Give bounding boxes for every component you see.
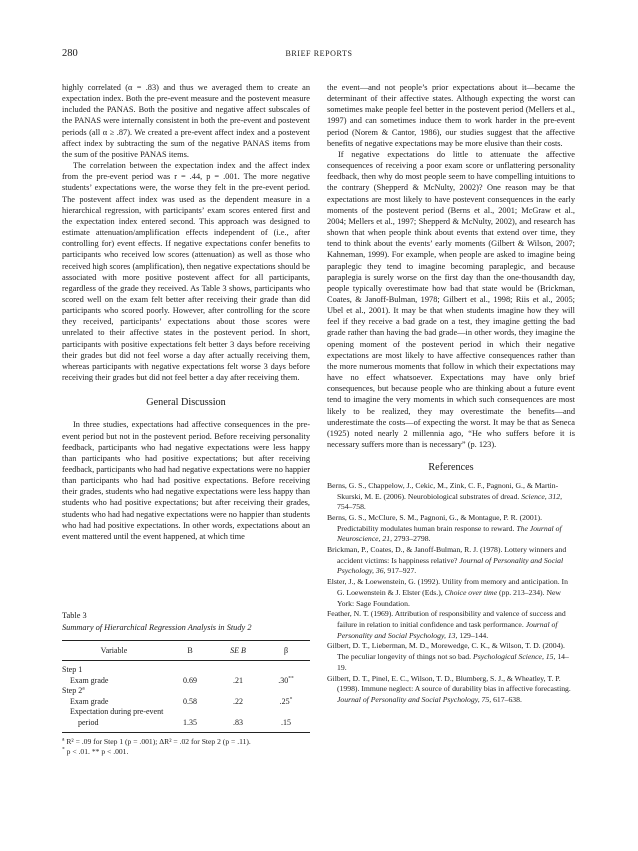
table-title: Summary of Hierarchical Regression Analysis in Study 2 bbox=[62, 623, 252, 632]
reference-entry: Elster, J., & Loewenstein, G. (1992). Utility from memory and anticipation. In G. Loewenstein & J. Elster (Eds.), Choice over time (pp. 213–234). New York: Sage Foundation. bbox=[327, 577, 568, 608]
section-heading: General Discussion bbox=[146, 397, 226, 409]
table-cell-beta: .30** bbox=[278, 674, 294, 685]
reference-entry: Feather, N. T. (1969). Attribution of responsibility and valence of success and failure in relation to initial confidence and task performance. Journal of Personality and Social Psychology, 13, 129–144. bbox=[327, 609, 566, 640]
col-header-se: SE B bbox=[214, 641, 262, 661]
table-cell-variable: Expectation during pre-event bbox=[70, 707, 164, 717]
reference-entry: Gilbert, D. T., Pinel, E. C., Wilson, T. D., Blumberg, S. J., & Wheatley, T. P. (1998). Immune neglect: A source of durability bias in affective forecasting. Journal of Personality and Social Psychology, 75, 617–638. bbox=[327, 673, 571, 704]
table-cell-variable: period bbox=[62, 718, 166, 732]
body-paragraph: If negative expectations do little to attenuate the affective consequences of receiving a poor exam score or unflattering personality feedback, then why do most people seem to have compelling intuitions to the contrary (Shepperd & McNulty, 2002)? One reason may be that expectations are most likely to have postevent consequences in the early moments of the postevent period (Berns et al., 2001; McGraw et al., 2004; Mellers et al., 1997; Shepperd & McNulty, 2002), and research has shown that when people think about events that extend over time, they tend to think about the events’ early moments (Gilbert & Wilson, 2007; Kahneman, 1999). For example, when people are asked to imagine being paraplegic they tend to imagine becoming paraplegic, and because paraplegia is surely worse on the first day than the one-thousandth day, people typically overestimate how bad that state would be (Brickman, Coates, & Janoff-Bulman, 1978; Gilbert et al., 1998; Riis et al., 2005; Ubel et al., 2001). It may be that when students imagine how they will feel if they receive a bad grade on a test, they imagine getting the bad grade rather than having the bad grade—in other words, they imagine the opening moment of the postevent period in which their negative expectations are most likely to have affective consequences rather than the more numerous moments that follow in which their expectations may have no effect whatsoever. Expectations may have only brief consequences, but because people who are thinking about a future event tend to imagine the very moments in which such consequences are most likely to be realized, they may overestimate the benefits—and underestimate the costs—of expecting the worst. It may be that as Seneca (1925) noted nearly 2 millennia ago, “He who suffers before it is necessary suffers more than is necessary” (p. 123). bbox=[327, 149, 575, 449]
reference-list bbox=[327, 481, 575, 705]
table-grid bbox=[62, 640, 310, 733]
page-number: 280 bbox=[62, 48, 78, 59]
col-header-variable: Variable bbox=[62, 641, 166, 661]
table-cell-b: 0.58 bbox=[183, 696, 197, 706]
references-heading: References bbox=[428, 462, 474, 474]
regression-table bbox=[62, 610, 310, 757]
table-cell-b: 0.69 bbox=[183, 675, 197, 685]
table-cell-b: 1.35 bbox=[166, 718, 214, 732]
table-note: $^a$ R² = .09 for Step 1 (p = .001); ΔR² = .02 for Step 2 (p = .11). bbox=[62, 736, 251, 746]
table-cell-variable: Exam grade bbox=[70, 675, 109, 685]
table-cell-se: .83 bbox=[214, 718, 262, 732]
reference-entry: Brickman, P., Coates, D., & Janoff-Bulman, R. J. (1978). Lottery winners and accident victims: Is happiness relative? Journal of Personality and Social Psychology, 36, 917–927. bbox=[327, 545, 567, 576]
right-column bbox=[327, 82, 575, 706]
reference-entry: Gilbert, D. T., Lieberman, M. D., Morewedge, C. K., & Wilson, T. D. (2004). The peculiar longevity of things not so bad. Psychological Science, 15, 14–19. bbox=[327, 641, 569, 672]
col-header-b: B bbox=[166, 641, 214, 661]
step-label: Step 1 bbox=[62, 665, 83, 674]
table-cell-se: .22 bbox=[233, 696, 243, 706]
col-header-beta: β bbox=[262, 641, 310, 661]
table-cell-variable: Exam grade bbox=[70, 696, 109, 706]
table-cell-beta: .15 bbox=[262, 718, 310, 732]
body-paragraph: In three studies, expectations had affective consequences in the pre-event period but not in the postevent period. Before receiving personality feedback, participants who had negative expectations were less happy than participants who had positive expectations; but after receiving feedback, participants who had had negative expectations were no happier than participants who had had positive expectations. Before receiving their grades, students who had negative expectations were less happy than students who had positive expectations; but after receiving their grades, students who had had negative expectations were no happier than students who had had positive expectations. In other words, expectations about an event mattered until the event happened, at which time bbox=[62, 420, 310, 541]
table-label: Table 3 bbox=[62, 611, 87, 620]
table-cell-beta: .25* bbox=[279, 696, 293, 706]
step-label: Step 2$^a$ bbox=[62, 685, 85, 696]
reference-entry: Berns, G. S., McClure, S. M., Pagnoni, G., & Montague, P. R. (2001). Predictability modulates human brain response to reward. The Journal of Neuroscience, 21, 2793–2798. bbox=[327, 513, 562, 544]
table-cell-se: .21 bbox=[233, 675, 243, 685]
body-paragraph: highly correlated (α = .83) and thus we averaged them to create an expectation index. Both the pre-event measure and the postevent measure included the PANAS. Both the positive and negative affect subscales of the PANAS were internally consistent in both the pre-event and postevent periods (all α ≥ .87). We created a pre-event affect index and a postevent affect index by subtracting the sum of the negative PANAS items from the sum of the positive PANAS items. bbox=[62, 83, 310, 159]
body-paragraph: the event—and not people’s prior expectations about it—became the determinant of their affective states. Although expecting the worst can sometimes make people feel better in the postevent period (Mellers et al., 1997) and can sometimes induce them to work harder in the pre-event period (Norem & Cantor, 1986), our studies suggest that the affective benefits of negative expectations may be more elusive than their costs. bbox=[327, 83, 575, 148]
table-note: * p < .01. ** p < .001. bbox=[62, 746, 129, 756]
running-head: BRIEF REPORTS bbox=[285, 49, 353, 58]
body-paragraph: The correlation between the expectation index and the affect index from the pre-event period was r = .44, p = .001. The more negative students’ expectations were, the worse they felt in the pre-event period. The postevent affect index was used as the dependent measure in a hierarchical regression, with participants’ exam scores entered first and the expectation index entered second. This approach was designed to estimate attenuation/amplification effects independent of (i.e., after controlling for) event effects. If negative expectations confer benefits to participants who received low scores (attenuation) as well as those who received high scores (amplification), then negative expectations should be associated with more positive postevent affect for all participants, regardless of the grade they received. As Table 3 shows, participants who scored well on the exam felt better after receiving their grade than did participants who scored poorly. However, after controlling for the score they received, participants’ expectations about those scores were unrelated to their affective states in the postevent period. In short, participants with positive expectations felt better 3 days before receiving their grades but did not feel worse a day after actually receiving them, whereas participants with negative expectations felt worse 3 days before receiving their grades but did not feel better a day after receiving them. bbox=[62, 161, 310, 383]
left-column bbox=[62, 82, 310, 542]
reference-entry: Berns, G. S., Chappelow, J., Cekic, M., Zink, C. F., Pagnoni, G., & Martin-Skurski, M. E. (2006). Neurobiological substrates of dread. Science, 312, 754–758. bbox=[327, 481, 563, 512]
